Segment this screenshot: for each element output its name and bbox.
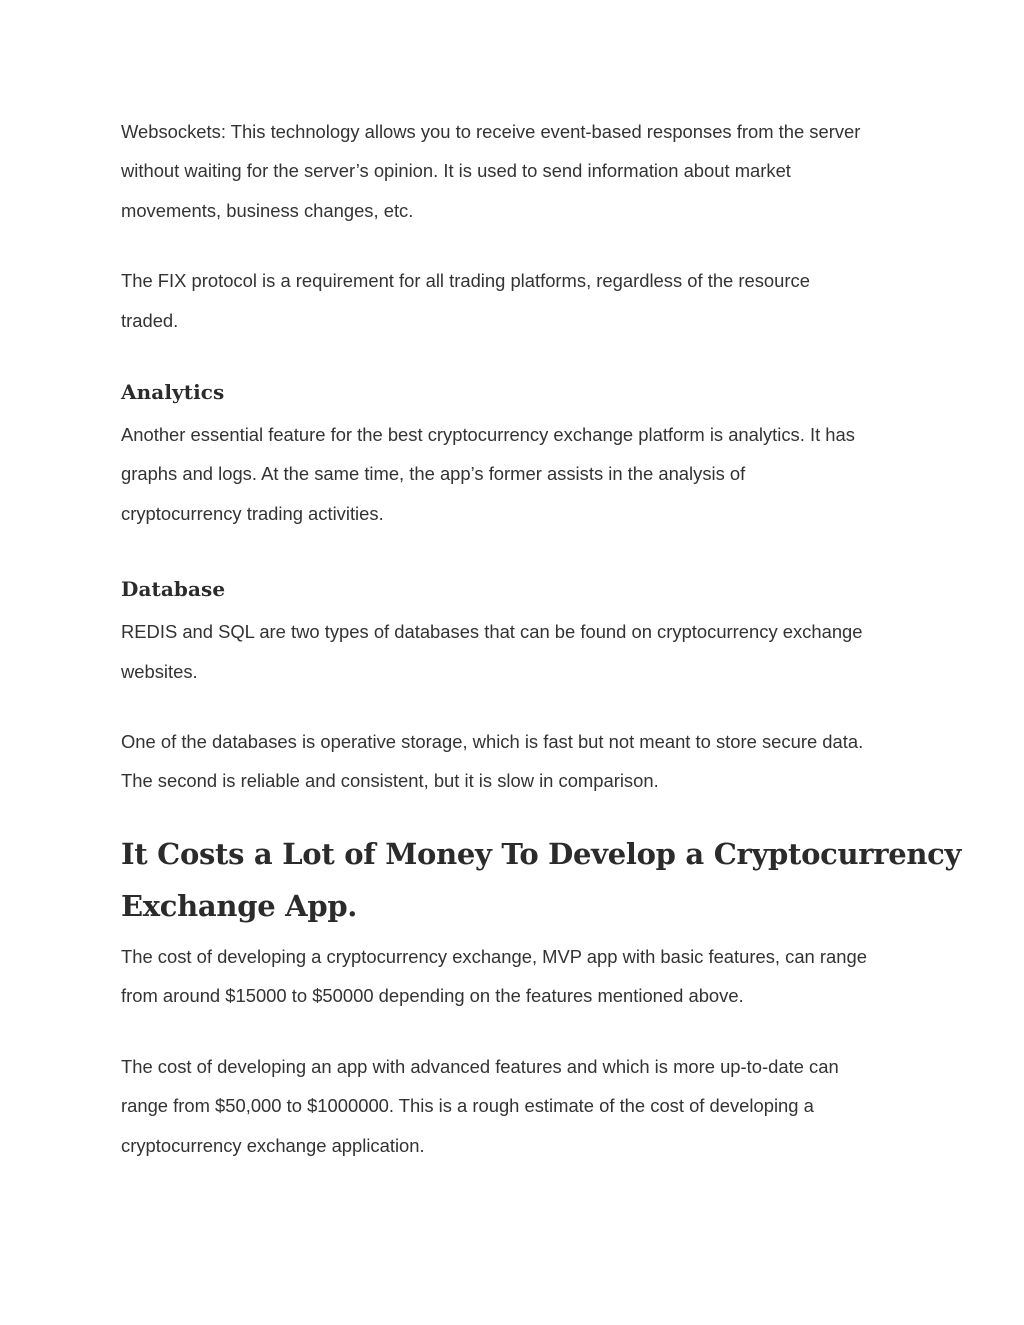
heading-analytics: Analytics <box>121 380 225 405</box>
document-content <box>121 112 962 1165</box>
paragraph-cost-advanced <box>121 1047 911 1165</box>
heading-database: Database <box>121 577 226 602</box>
heading-line: It Costs a Lot of Money To Develop a Cryptocurrency <box>121 836 962 871</box>
heading-line: Exchange App. <box>121 888 358 923</box>
text-line: The cost of developing an app with advanced features and which is more up-to-date can <box>121 1055 839 1077</box>
text-line: The second is reliable and consistent, but it is slow in comparison. <box>121 770 659 792</box>
text-line: movements, business changes, etc. <box>121 199 414 221</box>
text-line: cryptocurrency exchange application. <box>121 1134 425 1156</box>
text-line: One of the databases is operative storage, which is fast but not meant to store secure data. <box>121 731 864 753</box>
text-line: REDIS and SQL are two types of databases that can be found on cryptocurrency exchange <box>121 621 863 643</box>
text-line: websites. <box>121 660 198 682</box>
text-line: without waiting for the server’s opinion. It is used to send information about market <box>121 160 791 182</box>
paragraph-cost-mvp <box>121 937 911 1016</box>
paragraph-database-storage <box>121 722 911 801</box>
text-line: range from $50,000 to $1000000. This is a rough estimate of the cost of developing a <box>121 1095 814 1117</box>
text-line: The FIX protocol is a requirement for all trading platforms, regardless of the resource <box>121 270 810 292</box>
paragraph-fix-protocol <box>121 261 911 340</box>
paragraph-websockets <box>121 112 911 230</box>
paragraph-database-types <box>121 612 911 691</box>
text-line: cryptocurrency trading activities. <box>121 502 384 524</box>
text-line: Another essential feature for the best cryptocurrency exchange platform is analytics. It has <box>121 424 855 446</box>
text-line: traded. <box>121 309 179 331</box>
text-line: graphs and logs. At the same time, the app’s former assists in the analysis of <box>121 463 746 485</box>
text-line: from around $15000 to $50000 depending on the features mentioned above. <box>121 985 744 1007</box>
text-line: The cost of developing a cryptocurrency exchange, MVP app with basic features, can range <box>121 945 867 967</box>
text-line: Websockets: This technology allows you to receive event-based responses from the server <box>121 121 861 142</box>
heading-costs <box>121 828 962 932</box>
paragraph-analytics <box>121 415 911 533</box>
